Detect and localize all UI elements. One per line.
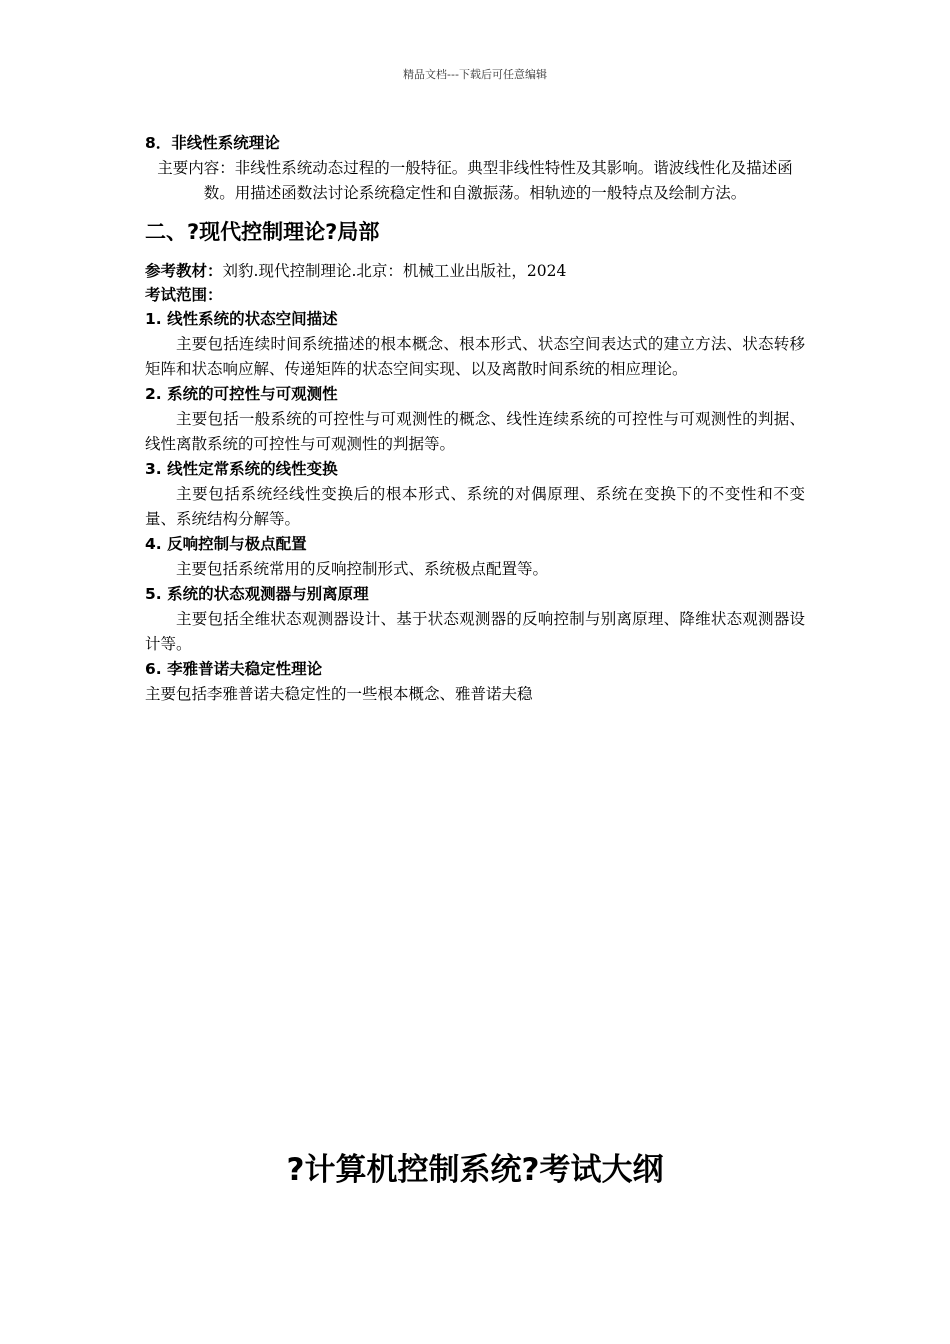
next-document-title: ?计算机控制系统?考试大纲 — [286, 1152, 664, 1188]
item-2-title: 2. 系统的可控性与可观测性 — [145, 385, 338, 403]
reference-value: 刘豹.现代控制理论.北京：机械工业出版社，2024 — [222, 262, 567, 280]
item-4-title: 4. 反响控制与极点配置 — [145, 535, 307, 553]
item-1-title: 1. 线性系统的状态空间描述 — [145, 310, 338, 328]
item-5-title: 5. 系统的状态观测器与别离原理 — [145, 585, 369, 603]
document-body — [145, 131, 805, 707]
section-8-title: 8．非线性系统理论 — [145, 134, 280, 152]
section-8-body: 主要内容：非线性系统动态过程的一般特征。典型非线性特性及其影响。谐波线性化及描述函数。用描述函数法讨论系统稳定性和自激振荡。相轨迹的一般特点及绘制方法。 — [157, 159, 793, 202]
scope-line — [145, 283, 805, 307]
item-4-body: 主要包括系统常用的反响控制形式、系统极点配置等。 — [176, 560, 549, 578]
page-header: 精品文档---下载后可任意编辑 — [403, 68, 547, 81]
item-6-body: 主要包括李雅普诺夫稳定性的一些根本概念、雅普诺夫稳 — [145, 685, 533, 703]
item-1-body: 主要包括连续时间系统描述的根本概念、根本形式、状态空间表达式的建立方法、状态转移矩阵和状态响应解、传递矩阵的状态空间实现、以及离散时间系统的相应理论。 — [145, 335, 805, 378]
item-3-title: 3. 线性定常系统的线性变换 — [145, 460, 338, 478]
item-6-title: 6. 李雅普诺夫稳定性理论 — [145, 660, 323, 678]
part-2-heading: 二、?现代控制理论?局部 — [145, 220, 380, 244]
item-2-body: 主要包括一般系统的可控性与可观测性的概念、线性连续系统的可控性与可观测性的判据、线性离散系统的可控性与可观测性的判据等。 — [145, 410, 805, 453]
reference-label: 参考教材： — [145, 262, 223, 280]
reference-line — [145, 259, 805, 283]
item-3-body: 主要包括系统经线性变换后的根本形式、系统的对偶原理、系统在变换下的不变性和不变量、系统结构分解等。 — [145, 485, 805, 528]
scope-label: 考试范围： — [145, 286, 223, 304]
item-5-body: 主要包括全维状态观测器设计、基于状态观测器的反响控制与别离原理、降维状态观测器设计等。 — [145, 610, 805, 653]
